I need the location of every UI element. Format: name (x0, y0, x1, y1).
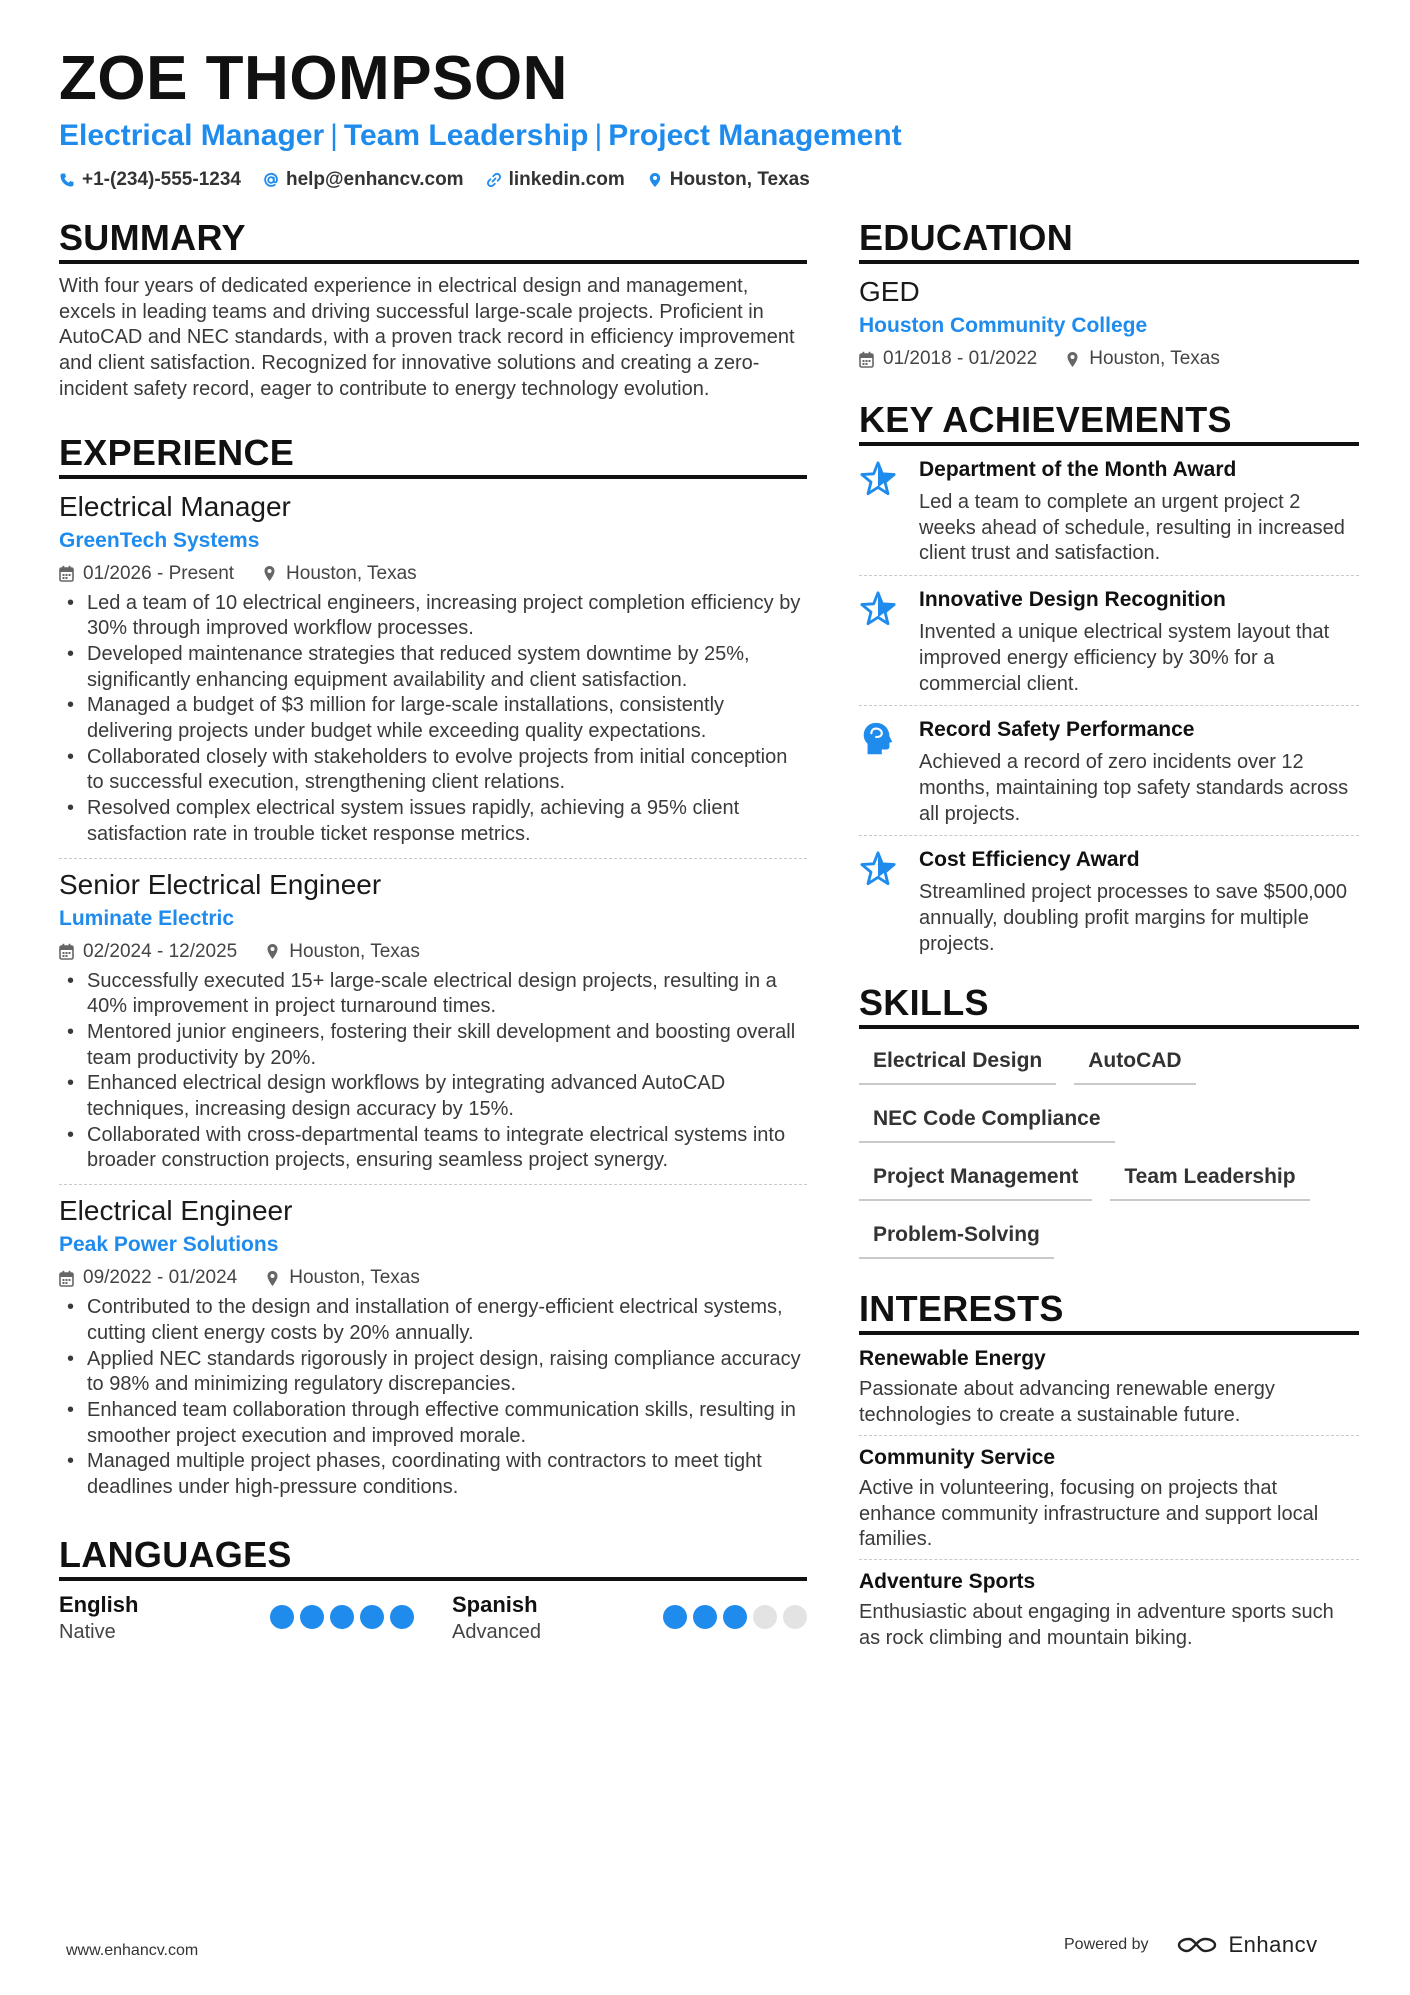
headline-separator: | (330, 119, 338, 152)
skill-tag: Problem-Solving (859, 1217, 1054, 1259)
job-bullet: • Managed multiple project phases, coordinating with contractors to meet tight deadlines under high-pressure conditions. (59, 1449, 807, 1500)
rating-dot-filled (663, 1605, 687, 1629)
achievements-heading: KEY ACHIEVEMENTS (859, 398, 1359, 446)
job-dates (59, 561, 234, 587)
education-section (859, 216, 1359, 372)
experience-heading: EXPERIENCE (59, 431, 807, 479)
job-bullet: • Resolved complex electrical system issues rapidly, achieving a 95% client satisfaction rate in trouble ticket response metrics. (59, 796, 807, 847)
interests-heading: INTERESTS (859, 1287, 1359, 1335)
interest-desc: Passionate about advancing renewable energy technologies to create a sustainable future. (859, 1378, 1275, 1427)
job-dates-text: 02/2024 - 12/2025 (83, 940, 238, 962)
achievement-title: Record Safety Performance (919, 718, 1195, 742)
enhancv-logo (1175, 1932, 1318, 1958)
calendar-icon (59, 565, 74, 582)
left-column (59, 216, 807, 1645)
education-location-text: Houston, Texas (1089, 348, 1220, 369)
rating-dot-filled (360, 1605, 384, 1629)
language-rating (270, 1605, 414, 1629)
rating-dot-filled (270, 1605, 294, 1629)
rating-dot-filled (300, 1605, 324, 1629)
job-bullet: • Collaborated closely with stakeholders to evolve projects from initial conception to successful execution, strengthening client relations. (59, 745, 807, 796)
interest-desc: Enthusiastic about engaging in adventure sports such as rock climbing and mountain biking. (859, 1600, 1334, 1649)
job-location (265, 1265, 420, 1291)
job-location-text: Houston, Texas (289, 1267, 420, 1289)
contact-bar (59, 168, 1359, 192)
star-icon (859, 460, 897, 498)
skill-tag: Project Management (859, 1159, 1092, 1201)
contact-location (647, 168, 810, 192)
job-meta (59, 939, 807, 965)
achievements-section (859, 398, 1359, 965)
website-link: linkedin.com (508, 169, 625, 190)
achievement-title: Innovative Design Recognition (919, 588, 1226, 612)
language-rating (663, 1605, 807, 1629)
interest-title: Community Service (859, 1445, 1056, 1469)
headline-title-3: Project Management (608, 119, 902, 152)
education-dates-text: 01/2018 - 01/2022 (883, 348, 1038, 369)
job-bullet: • Managed a budget of $3 million for large-scale installations, consistently delivering projects under budget while exceeding quality expectations. (59, 693, 807, 744)
candidate-name: ZOE THOMPSON (59, 44, 568, 113)
language-name: English (59, 1591, 139, 1617)
achievement-icon-wrap (859, 846, 899, 957)
brain-head-icon (859, 720, 897, 758)
interest-item (859, 1444, 1359, 1560)
location-pin-icon (647, 172, 663, 188)
headline-title-2: Team Leadership (343, 119, 589, 152)
job-bullet: • Led a team of 10 electrical engineers, increasing project completion efficiency by 30% through improved workflow processes. (59, 591, 807, 642)
location-pin-icon (262, 565, 277, 582)
language-item (59, 1591, 414, 1645)
job-bullets (59, 969, 807, 1175)
job-entry (59, 867, 807, 1186)
job-bullet: • Contributed to the design and installation of energy-efficient electrical systems, cutting client energy costs by 20% annually. (59, 1295, 807, 1346)
job-bullet: • Mentored junior engineers, fostering their skill development and boosting overall team productivity by 20%. (59, 1020, 807, 1071)
link-icon (486, 172, 502, 188)
experience-section (59, 431, 807, 1511)
job-bullet: • Enhanced team collaboration through effective communication skills, resulting in smoother project execution and improved morale. (59, 1398, 807, 1449)
calendar-icon (59, 1270, 74, 1287)
job-dates-text: 09/2022 - 01/2024 (83, 1267, 238, 1289)
job-company: GreenTech Systems (59, 528, 260, 552)
headline-separator: | (594, 119, 603, 152)
job-bullets (59, 591, 807, 848)
job-bullets (59, 1295, 807, 1501)
job-meta (59, 1265, 807, 1291)
language-item (452, 1591, 807, 1645)
job-dates (59, 1265, 237, 1291)
phone-icon (59, 172, 75, 188)
calendar-icon (859, 351, 874, 368)
interest-title: Adventure Sports (859, 1569, 1036, 1593)
phone-number: +1-(234)-555-1234 (82, 169, 241, 190)
achievement-desc: Streamlined project processes to save $500,000 annually, doubling profit margins for multiple projects. (919, 881, 1348, 955)
job-location (265, 939, 420, 965)
achievement-item (859, 716, 1359, 836)
enhancv-logo-icon (1175, 1933, 1221, 1957)
job-entry (59, 489, 807, 859)
job-bullet: • Collaborated with cross-departmental teams to integrate electrical systems into broader construction projects, ensuring seamless project synergy. (59, 1123, 807, 1174)
achievement-icon-wrap (859, 586, 899, 697)
right-column (859, 216, 1359, 1665)
location-pin-icon (265, 943, 280, 960)
skills-heading: SKILLS (859, 981, 1359, 1029)
footer-website[interactable]: www.enhancv.com (66, 1942, 199, 1959)
language-level: Advanced (452, 1620, 541, 1643)
achievement-title: Department of the Month Award (919, 458, 1237, 481)
interest-item (859, 1568, 1359, 1657)
contact-phone[interactable] (59, 168, 241, 192)
education-dates (859, 346, 1037, 372)
headline (59, 116, 1359, 156)
education-meta (859, 346, 1359, 372)
job-dates-text: 01/2026 - Present (83, 562, 235, 584)
brand-name: Enhancv (1228, 1932, 1318, 1957)
summary-text: With four years of dedicated experience in electrical design and management, excels in leading teams and driving successful large-scale projects. Proficient in AutoCAD and NEC standards, with a proven track record in efficiency improvement and client satisfaction. Recognized for innovative solutions and creating a zero-incident safety record, eager to contribute to energy technology evolution. (59, 275, 795, 400)
summary-section (59, 216, 807, 403)
rating-dot-filled (693, 1605, 717, 1629)
education-heading: EDUCATION (859, 216, 1359, 264)
calendar-icon (59, 943, 74, 960)
achievement-icon-wrap (859, 716, 899, 827)
rating-dot-filled (723, 1605, 747, 1629)
skill-tag: NEC Code Compliance (859, 1101, 1115, 1143)
job-bullet: • Developed maintenance strategies that reduced system downtime by 25%, significantly enhancing equipment availability and client satisfaction. (59, 642, 807, 693)
job-location-text: Houston, Texas (289, 940, 420, 962)
education-degree: GED (859, 276, 920, 307)
job-role: Senior Electrical Engineer (59, 868, 382, 900)
job-meta (59, 561, 807, 587)
achievement-item (859, 586, 1359, 706)
job-bullet: • Enhanced electrical design workflows by integrating advanced AutoCAD techniques, increasing design accuracy by 15%. (59, 1071, 807, 1122)
language-name: Spanish (452, 1591, 538, 1617)
achievement-desc: Led a team to complete an urgent project 2 weeks ahead of schedule, resulting in increased client trust and satisfaction. (919, 491, 1345, 565)
contact-website[interactable] (486, 168, 625, 192)
languages-heading: LANGUAGES (59, 1533, 807, 1581)
at-icon (263, 172, 279, 188)
job-location (262, 561, 417, 587)
interest-item (859, 1345, 1359, 1435)
resume-header (59, 44, 1359, 192)
skills-section (859, 981, 1359, 1259)
email-address: help@enhancv.com (285, 169, 464, 190)
interest-desc: Active in volunteering, focusing on projects that enhance community infrastructure and support local families. (859, 1476, 1319, 1551)
achievement-desc: Achieved a record of zero incidents over 12 months, maintaining top safety standards across all projects. (919, 751, 1349, 825)
location-text: Houston, Texas (669, 169, 810, 190)
job-bullet: • Successfully executed 15+ large-scale electrical design projects, resulting in a 40% improvement in project turnaround times. (59, 969, 807, 1020)
languages-section (59, 1533, 807, 1645)
job-role: Electrical Engineer (59, 1195, 293, 1227)
interests-section (859, 1287, 1359, 1657)
achievement-desc: Invented a unique electrical system layout that improved energy efficiency by 30% for a commercial client. (919, 621, 1330, 695)
location-pin-icon (1065, 351, 1080, 368)
rating-dot-empty (783, 1605, 807, 1629)
job-company: Luminate Electric (59, 906, 235, 930)
skills-list (859, 1039, 1359, 1259)
skill-tag: AutoCAD (1074, 1043, 1195, 1085)
achievement-icon-wrap (859, 456, 899, 567)
job-entry (59, 1193, 807, 1511)
achievement-item (859, 456, 1359, 576)
education-school: Houston Community College (859, 314, 1148, 337)
rating-dot-filled (330, 1605, 354, 1629)
star-icon (859, 850, 897, 888)
job-dates (59, 939, 237, 965)
location-pin-icon (265, 1270, 280, 1287)
job-company: Peak Power Solutions (59, 1233, 279, 1257)
languages-list (59, 1591, 807, 1645)
education-location (1065, 346, 1220, 372)
achievement-item (859, 846, 1359, 965)
skill-tag: Electrical Design (859, 1043, 1056, 1085)
headline-title-1: Electrical Manager (59, 119, 325, 152)
star-icon (859, 590, 897, 628)
rating-dot-empty (753, 1605, 777, 1629)
language-level: Native (59, 1620, 116, 1643)
footer-branding[interactable] (1064, 1932, 1318, 1958)
powered-by-label: Powered by (1064, 1936, 1149, 1953)
job-bullet: • Applied NEC standards rigorously in project design, raising compliance accuracy to 98% and minimizing regulatory discrepancies. (59, 1347, 807, 1398)
job-location-text: Houston, Texas (286, 562, 417, 584)
interest-title: Renewable Energy (859, 1347, 1046, 1371)
contact-email[interactable] (263, 168, 464, 192)
skill-tag: Team Leadership (1110, 1159, 1309, 1201)
achievement-title: Cost Efficiency Award (919, 848, 1140, 872)
summary-heading: SUMMARY (59, 216, 807, 264)
job-role: Electrical Manager (59, 490, 291, 522)
rating-dot-filled (390, 1605, 414, 1629)
